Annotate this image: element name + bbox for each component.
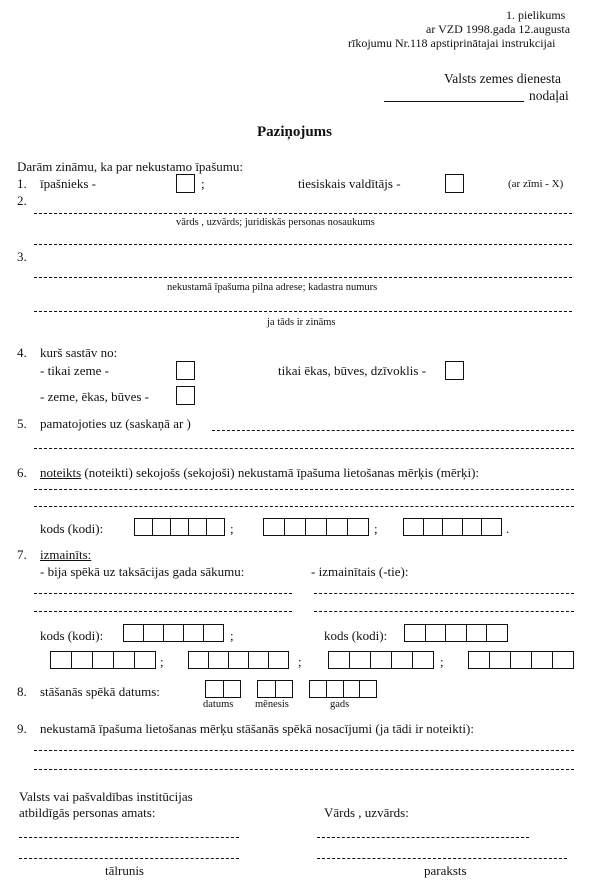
owner-name-line-2[interactable] [34,244,572,245]
s4-number: 4. [17,345,27,360]
year-cells[interactable] [309,680,377,698]
annex-reference: ar VZD 1998.gada 12.augusta [426,22,571,36]
address-line[interactable] [34,277,572,278]
year-caption: gads [330,699,350,710]
was-valid-line[interactable] [34,593,292,594]
s6-end: . [506,521,510,536]
was-valid-line-2[interactable] [34,611,292,612]
s6-label-text: (noteikti) sekojošs (sekojoši) nekustamā īpašuma lietošanas mērķis (mērķi): [81,465,480,480]
annex-number: 1. pielikums [506,8,566,22]
buildings-only-label: tikai ēkas, būves, dzīvoklis - [278,363,427,378]
position-line[interactable] [19,837,239,838]
code-cells-1[interactable] [134,518,225,536]
s9-label: nekustamā īpašuma lietošanas mērķu stāšanās spēkā nosacījumi (ja tādi ir noteikti): [40,721,474,736]
land-only-label: - tikai zeme - [40,363,109,378]
name-line[interactable] [317,837,529,838]
legal-holder-checkbox[interactable] [445,174,464,193]
buildings-only-checkbox[interactable] [445,361,464,380]
address-caption: nekustamā īpašuma pilna adrese; kadastra numurs [167,282,378,293]
s3-number: 3. [17,249,27,264]
s1-legal-holder-label: tiesiskais valdītājs - [298,176,401,191]
was-valid-label: - bija spēkā uz taksācijas gada sākumu: [40,564,245,579]
signature-caption: paraksts [424,863,467,878]
institution-label-2: atbildīgās personas amats: [19,805,156,820]
s6-sep-1: ; [230,521,234,536]
month-cells[interactable] [257,680,293,698]
s7-sep-3: ; [298,654,302,669]
intro-text: Darām zināmu, ka par nekustamo īpašumu: [17,159,243,174]
day-caption: datums [203,699,234,710]
code-cells-2[interactable] [263,518,369,536]
s6-sep-2: ; [374,521,378,536]
old-code-cells-2[interactable] [50,651,156,669]
conditions-line-2[interactable] [34,769,574,770]
changed-label: - izmainītais (-tie): [311,564,409,579]
annex-instruction: rīkojumu Nr.118 apstiprinātajai instrukcijai [348,36,556,50]
land-buildings-label: - zeme, ēkas, būves - [40,389,150,404]
phone-caption: tālrunis [105,863,144,878]
s1-semicolon: ; [201,176,205,191]
s1-owner-label: īpašnieks - [40,176,96,191]
new-code-cells-2[interactable] [328,651,434,669]
s6-code-label: kods (kodi): [40,521,104,536]
s7-sep-2: ; [160,654,164,669]
changed-code-label: kods (kodi): [324,628,388,643]
owner-name-caption: vārds , uzvārds; juridiskās personas nosaukums [176,217,375,228]
s8-number: 8. [17,684,27,699]
s1-number: 1. [17,176,27,191]
mark-hint: (ar zīmi - X) [508,178,564,190]
basis-line[interactable] [212,430,574,431]
purpose-line-2[interactable] [34,506,574,507]
s8-label: stāšanās spēkā datums: [40,684,160,699]
page-title: Paziņojums [257,124,332,140]
owner-checkbox[interactable] [176,174,195,193]
s6-number: 6. [17,465,27,480]
s9-number: 9. [17,721,27,736]
institution-label-1: Valsts vai pašvaldības institūcijas [19,789,193,804]
conditions-line[interactable] [34,750,574,751]
cadastre-line[interactable] [34,311,572,312]
phone-line[interactable] [19,858,239,859]
s7-sep-4: ; [440,654,444,669]
s5-label: pamatojoties uz (saskaņā ar ) [40,416,191,431]
month-caption: mēnesis [255,699,289,710]
day-cells[interactable] [205,680,241,698]
s7-label: izmainīts: [40,547,92,562]
changed-line[interactable] [314,593,574,594]
purpose-line[interactable] [34,489,574,490]
code-cells-3[interactable] [403,518,502,536]
s4-label: kurš sastāv no: [40,345,118,360]
s7-number: 7. [17,547,27,562]
cadastre-caption: ja tāds ir zināms [267,317,336,328]
changed-line-2[interactable] [314,611,574,612]
office-department-line[interactable] [384,101,524,102]
office-department-label: nodaļai [529,88,569,103]
was-valid-code-label: kods (kodi): [40,628,104,643]
owner-name-line[interactable] [34,213,572,214]
signature-line[interactable] [317,858,567,859]
s2-number: 2. [17,193,27,208]
s5-number: 5. [17,416,27,431]
s7-sep-1: ; [230,628,234,643]
s6-underlined: noteikts [40,465,82,480]
name-label: Vārds , uzvārds: [324,805,409,820]
old-code-cells-1[interactable] [123,624,224,642]
basis-line-2[interactable] [34,448,574,449]
old-code-cells-3[interactable] [188,651,289,669]
land-buildings-checkbox[interactable] [176,386,195,405]
new-code-cells-3[interactable] [468,651,574,669]
land-only-checkbox[interactable] [176,361,195,380]
new-code-cells-1[interactable] [404,624,508,642]
office-name: Valsts zemes dienesta [444,71,561,86]
s6-label [40,466,479,479]
